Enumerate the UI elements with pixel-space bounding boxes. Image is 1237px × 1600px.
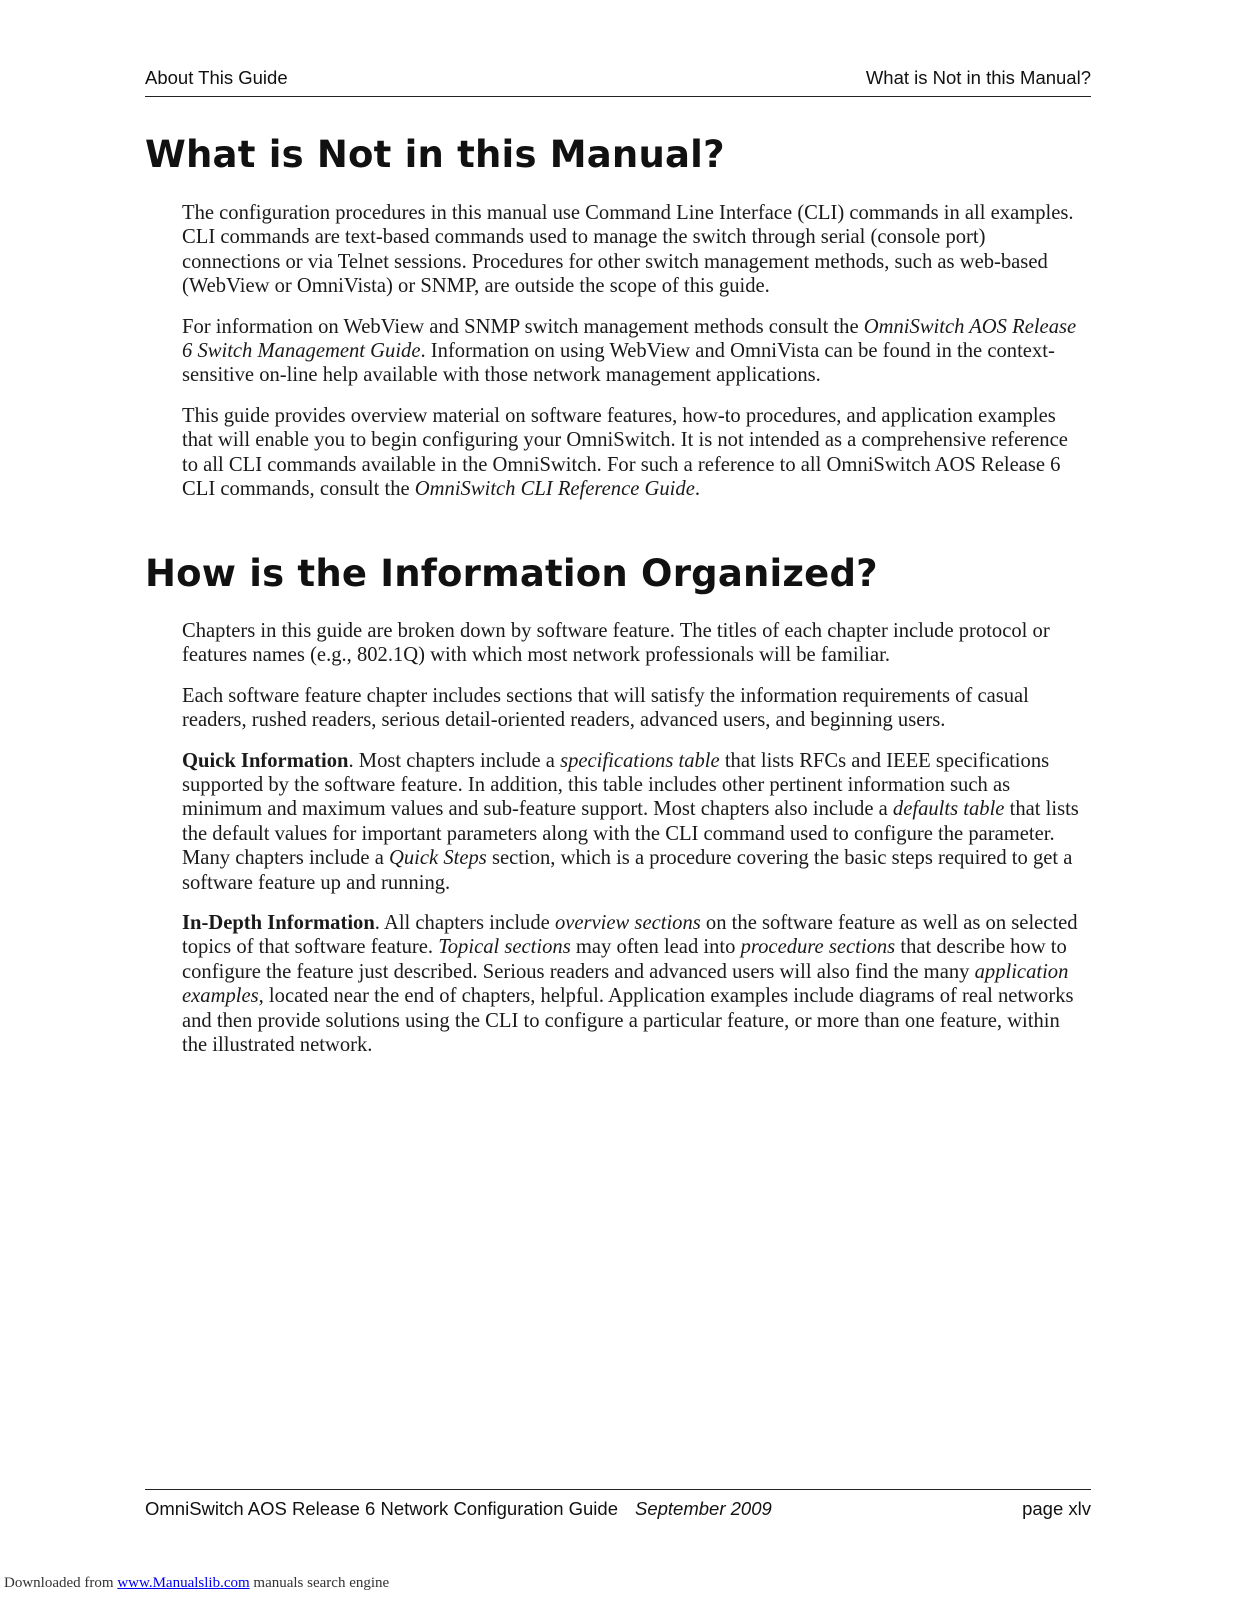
emphasis: Topical sections xyxy=(438,936,571,959)
section-heading-organization: How is the Information Organized? xyxy=(145,552,878,595)
guide-reference: OmniSwitch CLI Reference Guide xyxy=(414,478,695,501)
paragraph-text: . Information on using WebView and OmniVista can be found in the context-sensitive on-line help available with those network management applications. xyxy=(182,340,1055,387)
paragraph-text: , located near the end of chapters, helpful. Application examples include diagrams of real networks and then provide solutions using the CLI to configure a particular feature, or more than one feature, within the illustrated network. xyxy=(182,985,1074,1057)
paragraph xyxy=(182,749,1088,895)
paragraph xyxy=(182,911,1088,1057)
emphasis: overview sections xyxy=(554,912,701,935)
paragraph xyxy=(182,404,1088,502)
emphasis: procedure sections xyxy=(740,936,896,959)
paragraph-text: that lists RFCs and IEEE specifications supported by the software feature. In addition, this table includes other pertinent information such as minimum and maximum values and sub-feature support. Most chapters also include a xyxy=(182,749,1050,821)
download-watermark xyxy=(4,1575,389,1592)
header-section-title: What is Not in this Manual? xyxy=(865,67,1091,88)
watermark-suffix: manuals search engine xyxy=(249,1575,390,1591)
emphasis: application examples xyxy=(182,960,1069,1008)
paragraph-text: that describe how to configure the feature just described. Serious readers and advanced users will also find the many xyxy=(182,936,1067,983)
paragraph xyxy=(182,201,1088,299)
manualslib-link[interactable]: www.Manualslib.com xyxy=(117,1575,250,1591)
paragraph xyxy=(182,684,1088,733)
paragraph-text: that lists the default values for important parameters along with the CLI command used to configure the parameter. Many chapters include a xyxy=(182,798,1079,870)
running-footer xyxy=(145,1489,1091,1524)
section-not-in-manual-body xyxy=(182,201,1088,517)
paragraph-text: . xyxy=(694,478,700,501)
paragraph-text: on the software feature as well as on selected topics of that software feature. xyxy=(182,912,1078,959)
section-heading-not-in-manual: What is Not in this Manual? xyxy=(145,133,725,176)
running-header xyxy=(145,64,1091,97)
paragraph-text: . Most chapters include a xyxy=(348,749,561,772)
paragraph-text: This guide provides overview material on software features, how-to procedures, and application examples that will enable you to begin configuring your OmniSwitch. It is not intended as a comprehensive reference to all CLI commands available in the OmniSwitch. For such a reference to all OmniSwitch AOS Release 6 CLI commands, consult the xyxy=(182,404,1068,501)
paragraph-text: For information on WebView and SNMP switch management methods consult the xyxy=(182,315,864,338)
paragraph-text: Each software feature chapter includes sections that will satisfy the information requirements of casual readers, rushed readers, serious detail-oriented readers, advanced users, and beginning users. xyxy=(182,684,1029,732)
emphasis: specifications table xyxy=(560,749,720,772)
paragraph-text: The configuration procedures in this manual use Command Line Interface (CLI) commands in all examples. CLI commands are text-based commands used to manage the switch through serial (console port) connections or via Telnet sessions. Procedures for other switch management methods, such as web-based (WebView or OmniVista) or SNMP, are outside the scope of this guide. xyxy=(182,202,1074,298)
footer-guide-title: OmniSwitch AOS Release 6 Network Configuration Guide xyxy=(145,1498,618,1519)
footer-page-number: page xlv xyxy=(1022,1498,1091,1519)
section-organization-body xyxy=(182,619,1088,1074)
emphasis: Quick Steps xyxy=(389,847,487,870)
watermark-prefix: Downloaded from xyxy=(4,1575,118,1591)
footer-date: September 2009 xyxy=(635,1498,772,1519)
paragraph-text: section, which is a procedure covering the basic steps required to get a software feature up and running. xyxy=(182,847,1073,894)
run-in-heading: Quick Information xyxy=(182,749,349,772)
paragraph xyxy=(182,619,1088,668)
emphasis: defaults table xyxy=(892,798,1005,821)
paragraph xyxy=(182,315,1088,388)
paragraph-text: . All chapters include xyxy=(374,912,555,935)
guide-reference: OmniSwitch AOS Release 6 Switch Management Guide xyxy=(182,315,1077,363)
paragraph-text: may often lead into xyxy=(570,936,741,959)
paragraph-text: Chapters in this guide are broken down by software feature. The titles of each chapter include protocol or features names (e.g., 802.1Q) with which most network professionals will be familiar. xyxy=(182,620,1050,667)
header-chapter-title: About This Guide xyxy=(145,67,288,88)
run-in-heading: In-Depth Information xyxy=(182,912,375,935)
